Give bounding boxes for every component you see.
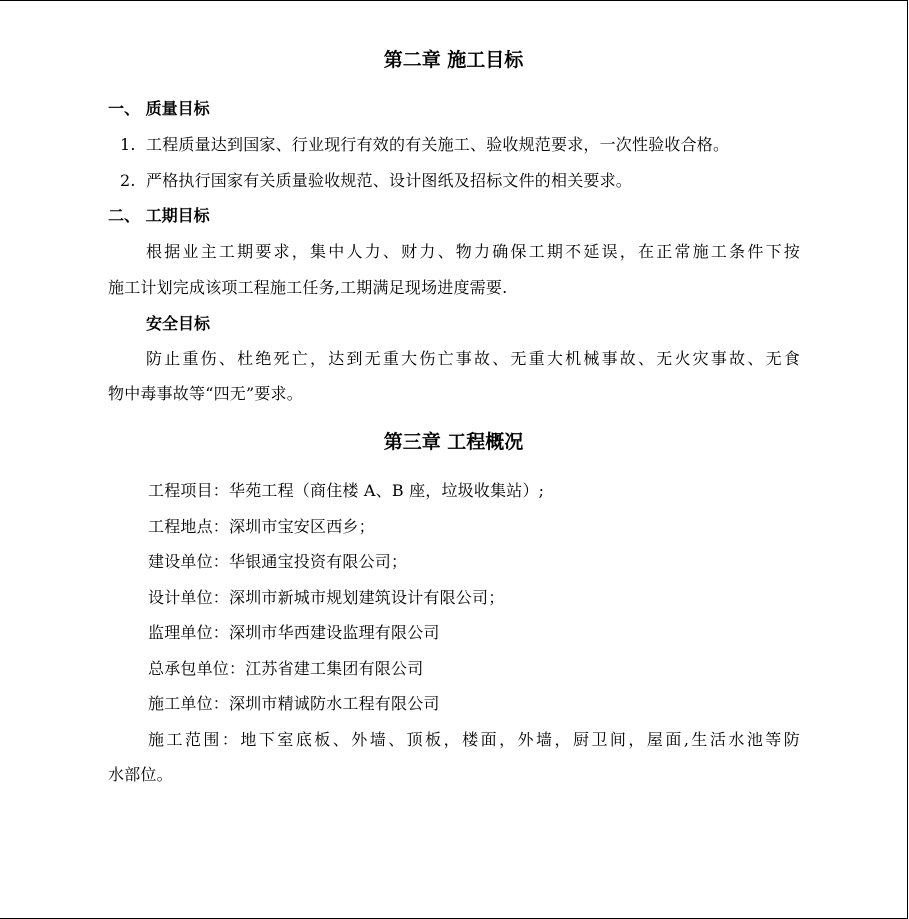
quality-item-1: [120, 132, 729, 155]
item-text: 严格执行国家有关质量验收规范、设计图纸及招标文件的相关要求。: [146, 171, 633, 190]
safety-paragraph-line-2: 物中毒事故等“四无”要求。: [108, 384, 303, 403]
item-number: 2.: [120, 171, 136, 190]
chapter-3-title: 第三章 工程概况: [383, 431, 524, 453]
schedule-paragraph-line-2: 施工计划完成该项工程施工任务,工期满足现场进度需要.: [108, 278, 508, 297]
general-contractor-line: 总承包单位：江苏省建工集团有限公司: [148, 659, 424, 678]
scope-line-2: 水部位。: [108, 765, 173, 784]
safety-goal-heading: 安全目标: [146, 314, 211, 333]
owner-unit-line: 建设单位：华银通宝投资有限公司；: [148, 552, 408, 571]
chapter-2-title: 第二章 施工目标: [383, 49, 524, 71]
schedule-paragraph-line-1: 根据业主工期要求，集中人力、财力、物力确保工期不延误，在正常施工条件下按: [146, 242, 800, 261]
construction-unit-line: 施工单位：深圳市精诚防水工程有限公司: [148, 694, 440, 713]
supervision-unit-line: 监理单位：深圳市华西建设监理有限公司: [148, 623, 440, 642]
schedule-goal-heading: 二、 工期目标: [108, 206, 210, 225]
design-unit-line: 设计单位：深圳市新城市规划建筑设计有限公司；: [148, 588, 505, 607]
item-number: 1.: [120, 135, 136, 154]
quality-goal-heading: 一、 质量目标: [108, 99, 210, 118]
quality-item-2: [120, 168, 632, 191]
project-name-line: 工程项目：华苑工程（商住楼 A、B 座，垃圾收集站）;: [148, 481, 545, 500]
item-text: 工程质量达到国家、行业现行有效的有关施工、验收规范要求，一次性验收合格。: [146, 135, 730, 154]
safety-paragraph-line-1: 防止重伤、杜绝死亡，达到无重大伤亡事故、无重大机械事故、无火灾事故、无食: [146, 349, 800, 368]
scope-line-1: 施工范围：地下室底板、外墙、顶板，楼面，外墙，厨卫间，屋面,生活水池等防: [148, 730, 800, 749]
project-location-line: 工程地点：深圳市宝安区西乡；: [148, 517, 375, 536]
